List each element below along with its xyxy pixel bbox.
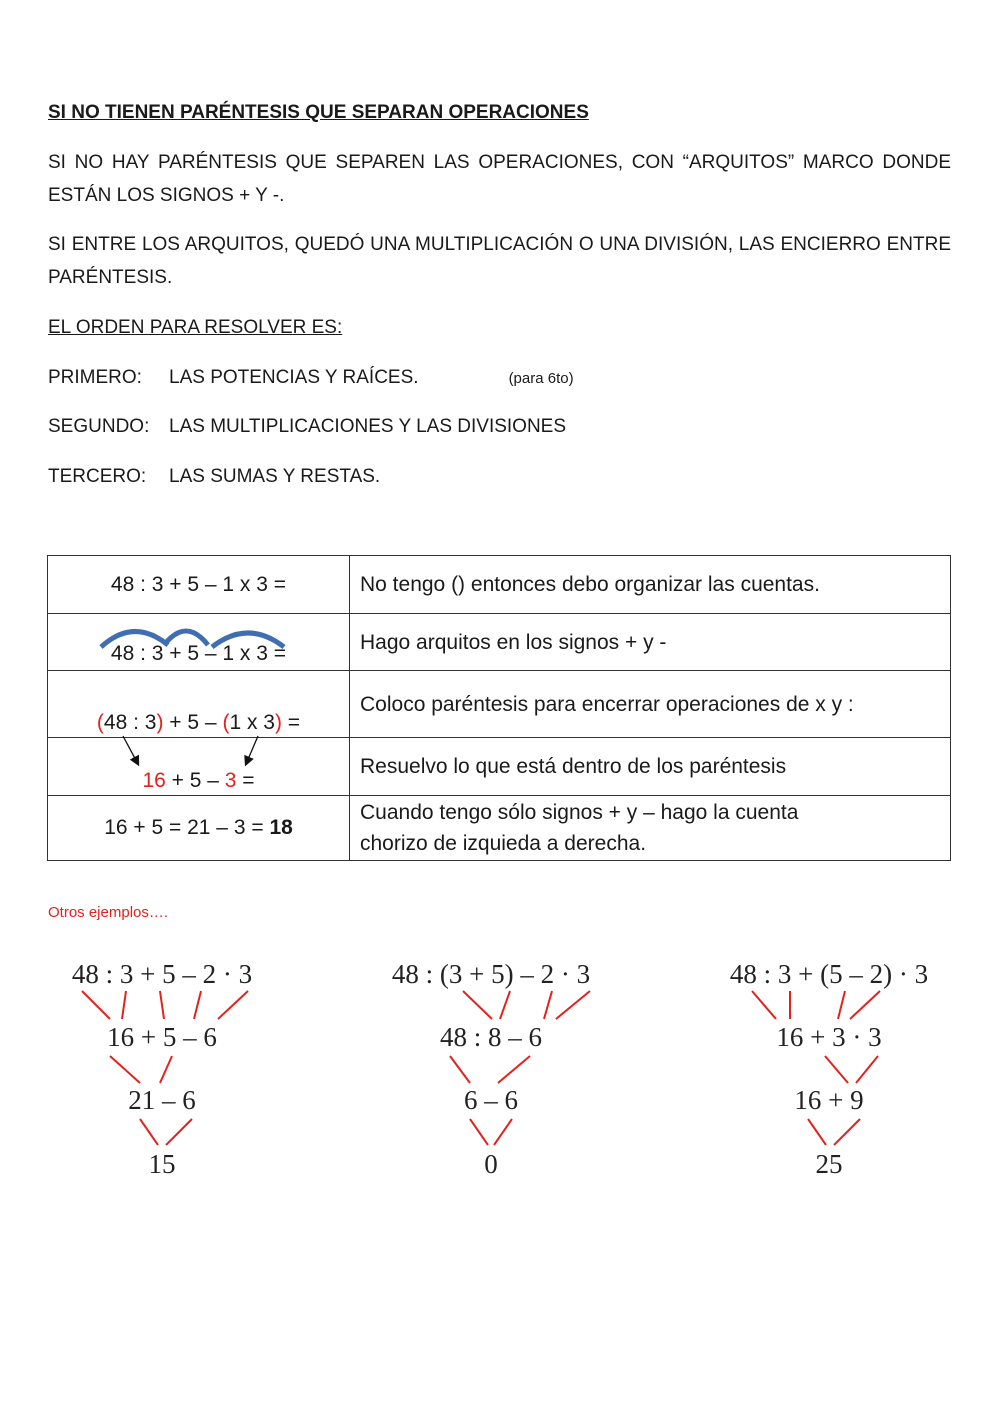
term: + 5 – [165,769,225,792]
branch [850,991,880,1019]
branch [494,1119,512,1145]
table-row [48,556,951,614]
arcs-graphic [98,623,298,649]
branch [752,991,776,1019]
order-text: LAS SUMAS Y RESTAS. [169,466,381,487]
paren: ) [274,711,282,734]
paren: ( [96,711,104,734]
step-expression: 48 : 3 + 5 – 1 x 3 = [48,556,350,614]
term: + 5 – [163,711,223,734]
order-title: EL ORDEN PARA RESOLVER ES: [48,317,343,338]
branch [110,1056,140,1083]
branch [500,991,510,1019]
steps-table [47,555,951,861]
table-row [48,796,951,861]
branch [498,1056,530,1083]
arrows-graphic [118,734,268,770]
step-expression-final [48,796,350,861]
otros-ejemplos-label: Otros ejemplos…. [48,904,169,921]
order-item-primero [48,361,574,395]
order-note: (para 6to) [508,370,574,387]
branch [122,991,126,1019]
arc [101,631,168,647]
example-line: 48 : 3 + (5 – 2) · 3 [729,959,929,989]
order-text: LAS MULTIPLICACIONES Y LAS DIVISIONES [169,416,567,437]
term: = [281,711,301,734]
branch [463,991,492,1019]
branch [470,1119,488,1145]
branch [140,1119,158,1145]
table-row [48,671,951,738]
branch [856,1056,878,1083]
example-line: 16 + 9 [794,1085,864,1115]
branch [160,991,164,1019]
order-item-segundo [48,410,566,443]
paren: ( [222,711,230,734]
table-row [48,738,951,796]
branch [82,991,110,1019]
step-expression-arcs [48,614,350,671]
branch [825,1056,848,1083]
description-line: chorizo de izquieda a derecha. [360,832,647,855]
example-line: 48 : (3 + 5) – 2 · 3 [391,959,591,989]
step-expression-parentheses [48,671,350,738]
example-line: 48 : 3 + 5 – 2 · 3 [71,959,253,989]
example-tree-1 [72,959,252,1179]
example-line: 16 + 3 · 3 [776,1022,882,1052]
order-item-tercero [48,460,380,493]
example-trees [0,945,1000,1195]
order-label: PRIMERO: [48,367,142,388]
example-line: 16 + 5 – 6 [107,1022,217,1052]
result-term: 16 [142,769,166,792]
branch [218,991,248,1019]
branch [450,1056,470,1083]
table-row [48,614,951,671]
step-description [350,796,951,861]
example-line: 25 [815,1149,843,1179]
order-label: TERCERO: [48,466,147,487]
branch [194,991,201,1019]
branch [838,991,845,1019]
example-tree-3 [730,959,928,1179]
term: 16 + 5 = 21 – 3 = [104,816,270,839]
description-line: Cuando tengo sólo signos + y – hago la cuenta [360,801,799,824]
result-term: 3 [224,769,237,792]
arrow [246,736,258,764]
branch [834,1119,860,1145]
example-tree-2 [392,959,590,1179]
example-line: 15 [148,1149,176,1179]
paragraph-arquitos: SI NO HAY PARÉNTESIS QUE SEPAREN LAS OPERACIONES, CON “ARQUITOS” MARCO DONDE ESTÁN LOS SIGNOS + Y -. [48,152,951,206]
branch [160,1056,172,1083]
arc [164,631,208,645]
order-label: SEGUNDO: [48,416,150,437]
step-description: Coloco paréntesis para encerrar operaciones de x y : [350,671,951,738]
step-description: No tengo () entonces debo organizar las cuentas. [350,556,951,614]
branch [166,1119,192,1145]
order-text: LAS POTENCIAS Y RAÍCES. [169,367,419,388]
branch [808,1119,826,1145]
final-result: 18 [269,816,293,839]
paragraph-parentesis: SI ENTRE LOS ARQUITOS, QUEDÓ UNA MULTIPLICACIÓN O UNA DIVISIÓN, LAS ENCIERRO ENTRE PARÉNTESIS. [48,234,951,288]
arcs-expression-text: 48 : 3 + 5 – 1 x 3 = [110,642,287,665]
example-line: 6 – 6 [464,1085,518,1115]
arc [212,633,284,647]
branch [544,991,552,1019]
page-heading: SI NO TIENEN PARÉNTESIS QUE SEPARAN OPERACIONES [48,102,589,123]
example-line: 0 [484,1149,498,1179]
step-expression-resolved [48,738,350,796]
example-line: 21 – 6 [128,1085,196,1115]
step-description: Hago arquitos en los signos + y - [350,614,951,671]
term: 1 x 3 [229,711,275,734]
step-description: Resuelvo lo que está dentro de los paréntesis [350,738,951,796]
term: 48 : 3 [103,711,157,734]
paren: ) [156,711,164,734]
arrow [123,736,138,764]
example-line: 48 : 8 – 6 [439,1022,543,1052]
term: = [236,769,255,792]
branch [556,991,590,1019]
